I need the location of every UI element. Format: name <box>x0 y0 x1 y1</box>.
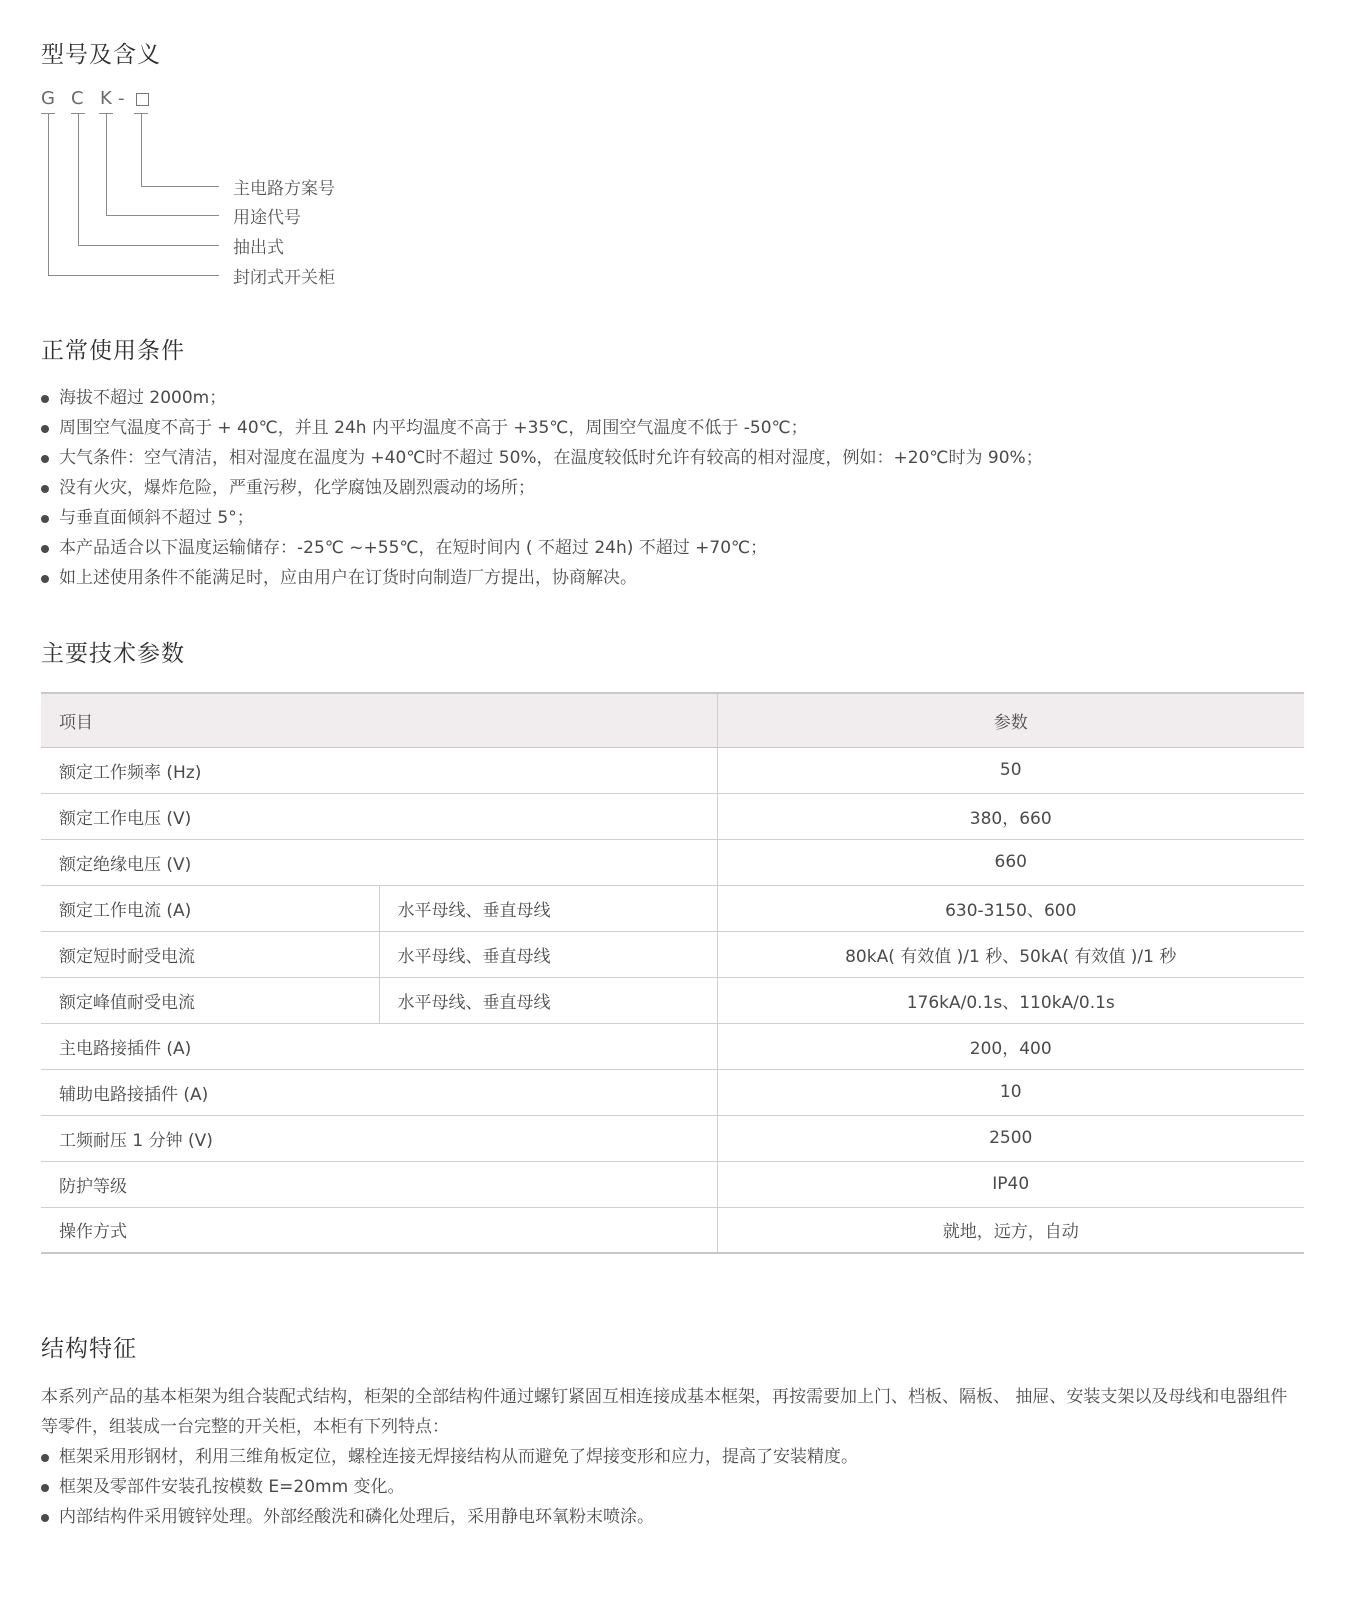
header-item: 项目 <box>41 693 717 747</box>
row-item: 额定绝缘电压 (V) <box>41 839 717 885</box>
condition-text: 周围空气温度不高于 + 40℃，并且 24h 内平均温度不高于 +35℃，周围空气温度不低于 -50℃； <box>59 418 808 438</box>
structure-list <box>41 1442 858 1532</box>
table-row <box>41 747 1304 793</box>
list-item <box>41 1472 858 1502</box>
header-value: 参数 <box>717 693 1304 747</box>
code-placeholder-box <box>136 93 149 106</box>
condition-text: 本产品适合以下温度运输储存：-25℃ ~+55℃，在短时间内 ( 不超过 24h) 不超过 +70℃； <box>59 538 768 558</box>
bullet-icon <box>41 485 49 493</box>
list-item <box>41 413 1043 443</box>
row-value: IP40 <box>717 1161 1304 1207</box>
leader-c-v <box>78 113 79 245</box>
row-item: 防护等级 <box>41 1161 717 1207</box>
table-row <box>41 1115 1304 1161</box>
row-item: 额定工作电压 (V) <box>41 793 717 839</box>
table-row <box>41 839 1304 885</box>
row-value: 50 <box>717 747 1304 793</box>
model-section-title: 型号及含义 <box>41 42 161 68</box>
table-row <box>41 1161 1304 1207</box>
table-header-row <box>41 693 1304 747</box>
row-item: 辅助电路接插件 (A) <box>41 1069 717 1115</box>
code-dash: - <box>118 88 125 109</box>
leader-k-v <box>106 113 107 215</box>
row-item: 工频耐压 1 分钟 (V) <box>41 1115 717 1161</box>
table-row <box>41 1023 1304 1069</box>
row-value: 就地，远方，自动 <box>717 1207 1304 1253</box>
conditions-list <box>41 383 1043 593</box>
table-row <box>41 1069 1304 1115</box>
list-item <box>41 443 1043 473</box>
leader-box-v <box>141 113 142 186</box>
code-letter-g: G <box>41 88 55 109</box>
label-main-circuit-scheme: 主电路方案号 <box>233 179 335 199</box>
row-value: 2500 <box>717 1115 1304 1161</box>
row-sub: 水平母线、垂直母线 <box>379 931 717 977</box>
row-value: 10 <box>717 1069 1304 1115</box>
label-purpose-code: 用途代号 <box>233 208 301 228</box>
list-item <box>41 563 1043 593</box>
bullet-icon <box>41 1484 49 1492</box>
table-row <box>41 885 1304 931</box>
row-item: 额定短时耐受电流 <box>41 931 379 977</box>
leader-c-h <box>78 245 219 246</box>
params-table <box>41 692 1304 1254</box>
bullet-icon <box>41 1454 49 1462</box>
label-withdrawable: 抽出式 <box>233 238 284 258</box>
row-sub: 水平母线、垂直母线 <box>379 977 717 1023</box>
table-row <box>41 793 1304 839</box>
code-letter-k: K <box>100 88 112 109</box>
condition-text: 海拔不超过 2000m； <box>59 388 227 408</box>
leader-g-v <box>48 113 49 275</box>
list-item <box>41 473 1043 503</box>
feature-text: 框架及零部件安装孔按模数 E=20mm 变化。 <box>59 1477 405 1497</box>
condition-text: 大气条件：空气清洁，相对湿度在温度为 +40℃时不超过 50%，在温度较低时允许有较高的相对湿度，例如：+20℃时为 90%； <box>59 448 1043 468</box>
row-value: 660 <box>717 839 1304 885</box>
table-row <box>41 1207 1304 1253</box>
bullet-icon <box>41 425 49 433</box>
list-item <box>41 533 1043 563</box>
structure-section-title: 结构特征 <box>41 1336 137 1362</box>
structure-intro: 本系列产品的基本柜架为组合装配式结构，柜架的全部结构件通过螺钉紧固互相连接成基本框架，再按需要加上门、档板、隔板、 抽屉、安装支架以及母线和电器组件等零件，组装成一台完整的开关柜，本柜有下列特点： <box>41 1387 1288 1437</box>
feature-text: 内部结构件采用镀锌处理。外部经酸洗和磷化处理后，采用静电环氧粉末喷涂。 <box>59 1507 654 1527</box>
row-value: 630-3150、600 <box>717 885 1304 931</box>
condition-text: 没有火灾，爆炸危险，严重污秽，化学腐蚀及剧烈震动的场所； <box>59 478 535 498</box>
bullet-icon <box>41 395 49 403</box>
code-letter-c: C <box>71 88 84 109</box>
list-item <box>41 1502 858 1532</box>
bullet-icon <box>41 575 49 583</box>
feature-text: 框架采用形钢材，利用三维角板定位，螺栓连接无焊接结构从而避免了焊接变形和应力，提高了安装精度。 <box>59 1447 858 1467</box>
condition-text: 如上述使用条件不能满足时，应由用户在订货时向制造厂方提出，协商解决。 <box>59 568 637 588</box>
row-item: 额定工作频率 (Hz) <box>41 747 717 793</box>
row-value: 176kA/0.1s、110kA/0.1s <box>717 977 1304 1023</box>
row-item: 操作方式 <box>41 1207 717 1253</box>
table-row <box>41 977 1304 1023</box>
row-item: 主电路接插件 (A) <box>41 1023 717 1069</box>
row-value: 200，400 <box>717 1023 1304 1069</box>
condition-text: 与垂直面倾斜不超过 5°； <box>59 508 254 528</box>
row-sub: 水平母线、垂直母线 <box>379 885 717 931</box>
params-section-title: 主要技术参数 <box>41 641 185 667</box>
list-item <box>41 503 1043 533</box>
table-row <box>41 931 1304 977</box>
conditions-section-title: 正常使用条件 <box>41 338 185 364</box>
row-item: 额定峰值耐受电流 <box>41 977 379 1023</box>
leader-box-h <box>141 186 219 187</box>
bullet-icon <box>41 545 49 553</box>
list-item <box>41 383 1043 413</box>
leader-g-h <box>48 275 219 276</box>
bullet-icon <box>41 455 49 463</box>
label-enclosed-switchgear: 封闭式开关柜 <box>233 268 335 288</box>
row-value: 380，660 <box>717 793 1304 839</box>
row-item: 额定工作电流 (A) <box>41 885 379 931</box>
list-item <box>41 1442 858 1472</box>
bullet-icon <box>41 1514 49 1522</box>
bullet-icon <box>41 515 49 523</box>
leader-k-h <box>106 215 219 216</box>
row-value: 80kA( 有效值 )/1 秒、50kA( 有效值 )/1 秒 <box>717 931 1304 977</box>
